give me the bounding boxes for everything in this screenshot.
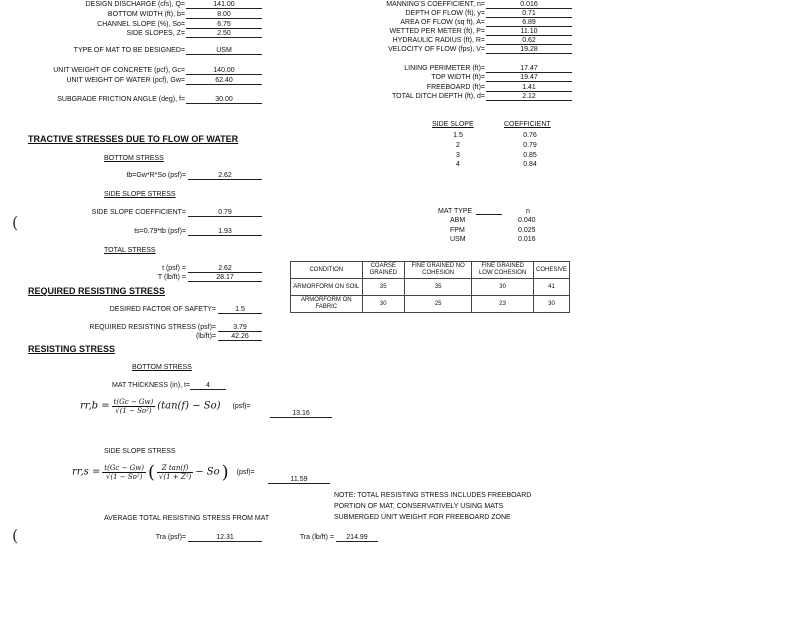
side-slope-cell: 1.5 (453, 132, 463, 139)
coarse-header: COARSE GRAINED (362, 262, 404, 279)
wetted-perimeter-value: 11.10 (486, 28, 572, 36)
ts-value: 1.93 (188, 228, 262, 236)
note-line: SUBMERGED UNIT WEIGHT FOR FREEBOARD ZONE (334, 514, 511, 521)
formula1-lhs: rr,b = (80, 400, 110, 412)
manning-label: MANNING'S COEFFICIENT, n= (386, 1, 485, 8)
hydraulic-radius-value: 0.62 (486, 37, 572, 45)
mat-n-cell: 0.040 (518, 217, 536, 224)
formula2-denominator: √(1 − So²) (105, 473, 143, 481)
top-width-value: 19.47 (486, 74, 572, 82)
t-psf-label: t (psf) = (162, 265, 186, 272)
rrs-label: REQUIRED RESISTING STRESS (psf)= (89, 324, 216, 331)
condition-cell: ARMORFORM ON FABRIC (291, 296, 363, 313)
velocity-value: 19.28 (486, 46, 572, 54)
fine-no-cohesion-header: FINE GRAINED NO COHESION (404, 262, 471, 279)
tractive-title: TRACTIVE STRESSES DUE TO FLOW OF WATER (28, 134, 239, 144)
side-stress-title: SIDE SLOPE STRESS (104, 191, 176, 198)
formula1-denominator: √(1 − So²) (115, 407, 152, 415)
concrete-weight-label: UNIT WEIGHT OF CONCRETE (pcf), Gc= (53, 67, 185, 74)
coefficient-cell: 0.76 (523, 132, 537, 139)
bottom-resisting-formula (80, 398, 251, 415)
condition-table (290, 261, 570, 313)
freeboard-value: 1.41 (486, 84, 572, 92)
water-weight-label: UNIT WEIGHT OF WATER (pcf), Gw= (66, 77, 185, 84)
velocity-label: VELOCITY OF FLOW (fps), V= (388, 46, 485, 53)
coefficient-cell: 0.79 (523, 142, 537, 149)
coefficient-cell: 0.84 (523, 161, 537, 168)
total-stress-title: TOTAL STRESS (104, 247, 156, 254)
freeboard-label: FREEBOARD (ft)= (426, 84, 485, 91)
manning-value: 0.016 (486, 1, 572, 9)
formula2-fraction (102, 464, 146, 481)
t-lbft-label: T (lb/ft) = (157, 274, 186, 281)
water-weight-value[interactable]: 62.40 (186, 77, 262, 85)
coarse-cell: 35 (362, 279, 404, 296)
discharge-label: DESIGN DISCHARGE (cfs), Q= (85, 1, 185, 8)
resisting-title: RESISTING STRESS (28, 344, 116, 354)
cohesive-cell: 30 (533, 296, 569, 313)
t-lbft-value: 28.17 (188, 274, 262, 282)
bottom-width-label: BOTTOM WIDTH (ft), b= (107, 11, 185, 18)
side-slopes-value[interactable]: 2.50 (186, 30, 262, 38)
side-slope-cell: 2 (456, 142, 460, 149)
ditch-depth-value: 2.12 (486, 93, 572, 101)
resisting-bottom-title: BOTTOM STRESS (132, 364, 192, 371)
friction-angle-label: SUBGRADE FRICTION ANGLE (deg), f= (57, 96, 185, 103)
formula2-close-paren-icon: ) (221, 462, 229, 483)
formula2-inner-numerator: Z tan(f) (157, 464, 193, 473)
required-title: REQUIRED RESISTING STRESS (28, 286, 166, 296)
mat-name-cell: ABM (450, 217, 466, 224)
cohesive-header: COHESIVE (533, 262, 569, 279)
concrete-weight-value[interactable]: 140.00 (186, 67, 262, 75)
margin-mark: ( (12, 213, 19, 232)
formula1-rest: (tan(f) − So) (157, 400, 221, 412)
area-label: AREA OF FLOW (sq ft), A= (400, 19, 485, 26)
coefficient-cell: 0.85 (523, 152, 537, 159)
tra-psf-value: 12.31 (188, 534, 262, 542)
bottom-stress-value: 2.62 (188, 172, 262, 180)
channel-slope-label: CHANNEL SLOPE (%), So= (97, 21, 185, 28)
note-line: PORTION OF MAT, CONSERVATIVELY USING MATS (334, 503, 504, 510)
fine-no-cohesion-cell: 25 (404, 296, 471, 313)
depth-value: 0.71 (486, 10, 572, 18)
side-resisting-formula (72, 462, 255, 483)
tra-lbft-value: 214.99 (336, 534, 378, 542)
ditch-depth-label: TOTAL DITCH DEPTH (ft), d= (391, 93, 485, 100)
resisting-side-title: SIDE SLOPE STRESS (104, 448, 176, 455)
table-row (291, 296, 570, 313)
side-slope-cell: 3 (456, 152, 460, 159)
friction-angle-value[interactable]: 30.00 (186, 96, 262, 104)
area-value: 6.89 (486, 19, 572, 27)
fine-no-cohesion-cell: 35 (404, 279, 471, 296)
side-slope-cell: 4 (456, 161, 460, 168)
depth-label: DEPTH OF FLOW (ft), y= (405, 10, 485, 17)
mat-type-col-header: MAT TYPE (438, 208, 473, 215)
side-resisting-value: 11.59 (268, 476, 330, 484)
table-row (291, 279, 570, 296)
side-slopes-label: SIDE SLOPES, Z= (126, 30, 185, 37)
fine-low-cohesion-cell: 30 (472, 279, 534, 296)
mat-name-cell: FPM (450, 227, 465, 234)
avg-resisting-title: AVERAGE TOTAL RESISTING STRESS FROM MAT (104, 515, 270, 522)
formula1-numerator: t(Gc − Gw) (113, 398, 154, 406)
condition-header: CONDITION (291, 262, 363, 279)
formula2-inner-fraction (157, 464, 193, 481)
side-slope-col-header: SIDE SLOPE (432, 121, 474, 128)
mat-thickness-value[interactable]: 4 (190, 382, 226, 390)
t-psf-value: 2.62 (188, 265, 262, 273)
fos-value[interactable]: 1.5 (218, 306, 262, 314)
condition-cell: ARMORFORM ON SOIL (291, 279, 363, 296)
mat-type-divider (476, 214, 502, 215)
rrs-value: 3.79 (218, 324, 262, 332)
formula2-inner-denominator: √(1 + Z²) (158, 473, 192, 481)
tra-lbft-label: Tra (lb/ft) = (299, 534, 334, 541)
mat-type-label: TYPE OF MAT TO BE DESIGNED= (73, 47, 185, 54)
side-coefficient-value: 0.79 (188, 209, 262, 217)
channel-slope-value[interactable]: 6.75 (186, 21, 262, 29)
formula2-rest: − So (195, 466, 220, 478)
wetted-perimeter-label: WETTED PER METER (ft), P= (389, 28, 485, 35)
fos-label: DESIRED FACTOR OF SAFETY= (109, 306, 216, 313)
lining-perimeter-label: LINING PERIMETER (ft)= (404, 65, 485, 72)
formula1-units: (psf)= (232, 403, 251, 411)
formula2-numerator: t(Gc − Gw) (104, 464, 144, 472)
mat-name-cell: USM (450, 236, 466, 243)
top-width-label: TOP WIDTH (ft)= (431, 74, 485, 81)
fine-low-cohesion-header: FINE GRAINED LOW COHESION (472, 262, 534, 279)
rrs-lbft-value: 42.26 (218, 333, 262, 341)
tra-psf-label: Tra (psf)= (155, 534, 186, 541)
margin-mark: ( (12, 526, 19, 545)
n-col-header: n (526, 208, 530, 215)
side-coefficient-label: SIDE SLOPE COEFFICIENT= (91, 209, 186, 216)
formula2-units: (psf)= (236, 469, 255, 477)
formula2-open-paren-icon: ( (147, 462, 155, 483)
mat-n-cell: 0.016 (518, 236, 536, 243)
fine-low-cohesion-cell: 23 (472, 296, 534, 313)
note-line: NOTE: TOTAL RESISTING STRESS INCLUDES FREEBOARD (334, 492, 532, 499)
mat-thickness-label: MAT THICKNESS (in), t= (112, 382, 190, 389)
discharge-value[interactable]: 141.00 (186, 1, 262, 9)
hydraulic-radius-label: HYDRAULIC RADIUS (ft), R= (392, 37, 485, 44)
formula1-fraction (112, 398, 156, 415)
formula2-lhs: rr,s = (72, 466, 101, 478)
mat-type-value[interactable]: USM (186, 47, 262, 55)
coarse-cell: 30 (362, 296, 404, 313)
ts-label: ts=0.79*tb (psf)= (134, 228, 186, 235)
bottom-stress-title: BOTTOM STRESS (104, 155, 164, 162)
cohesive-cell: 41 (533, 279, 569, 296)
coefficient-col-header: COEFFICIENT (504, 121, 551, 128)
bottom-width-value[interactable]: 8.00 (186, 11, 262, 19)
lining-perimeter-value: 17.47 (486, 65, 572, 73)
rrs-lbft-label: (lb/ft)= (195, 333, 216, 340)
mat-n-cell: 0.025 (518, 227, 536, 234)
bottom-stress-label: tb=Gw*R*So (psf)= (126, 172, 186, 179)
bottom-resisting-value: 13.16 (270, 410, 332, 418)
